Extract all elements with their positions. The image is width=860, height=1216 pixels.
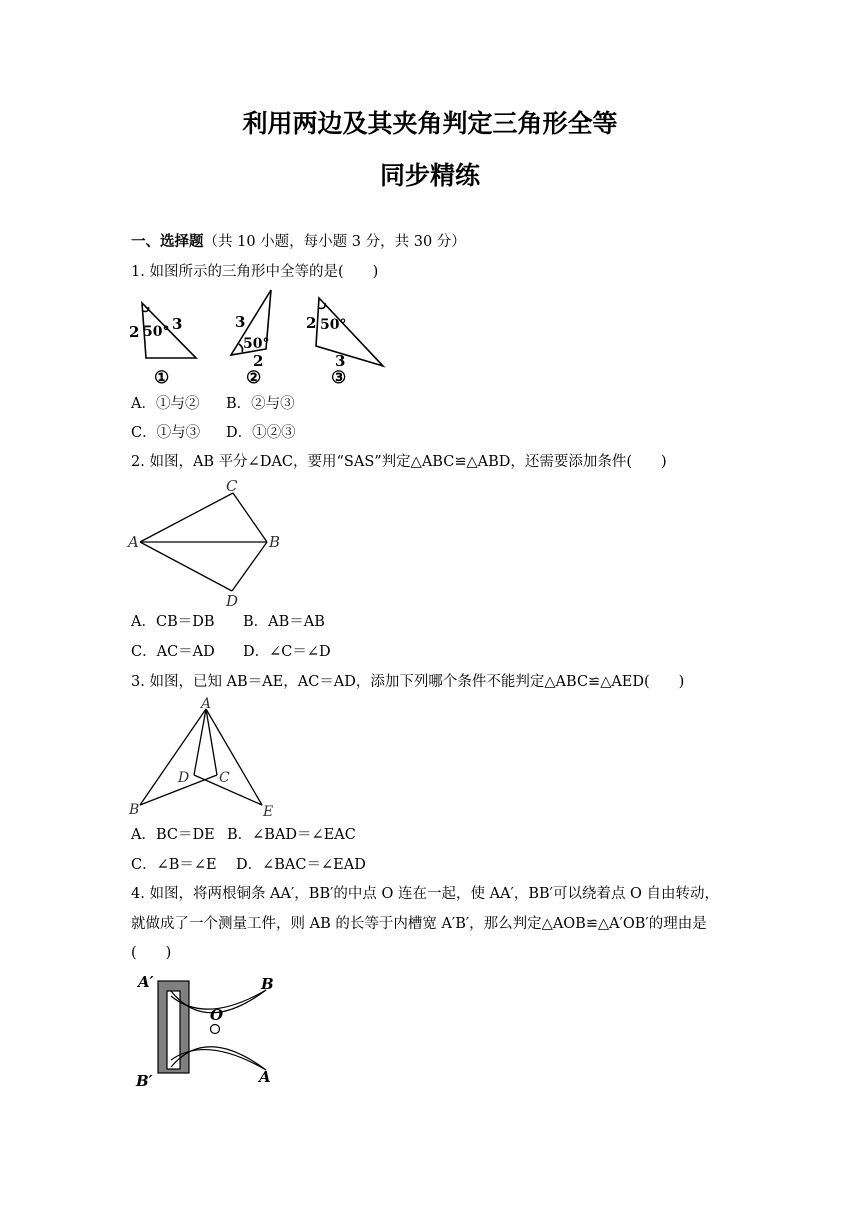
section-note: （共 10 小题，每小题 3 分，共 30 分） [203,234,466,250]
point-b-label: B [261,975,274,993]
triangle-3-side-a: 2 [306,314,317,332]
segment-cb [233,493,267,542]
question-3-option-a: A．BC＝DE [131,827,215,843]
question-4-stem-line-3: ( ) [131,945,172,961]
point-o-label: O [210,1006,224,1024]
pivot-o [211,1025,220,1034]
question-2-option-d: D．∠C＝∠D [243,644,331,660]
triangle-1-side-a: 2 [129,323,140,341]
triangle-3-angle: 50° [320,317,347,333]
triangle-2-label: ② [246,368,262,388]
groove-inner [167,991,180,1069]
question-1-figure [126,286,396,390]
point-e-label: E [263,804,274,820]
segment-ac [140,493,233,542]
question-2-figure [126,476,296,608]
point-a-label: A [128,533,139,551]
point-b-label: B [269,533,281,551]
question-2-option-a: A．CB＝DB [131,614,215,630]
question-3-option-d: D．∠BAC＝∠EAD [236,857,366,873]
question-3-option-b: B．∠BAD＝∠EAC [227,827,356,843]
triangle-2-angle: 50° [243,336,270,352]
segment-ad [140,542,232,591]
triangle-3-label: ③ [331,368,347,388]
triangle-1-label: ① [154,368,170,388]
triangle-2-side-a: 3 [235,313,246,331]
question-1-stem: 1. 如图所示的三角形中全等的是( ) [131,264,379,280]
question-3-stem: 3. 如图，已知 AB＝AE，AC＝AD，添加下列哪个条件不能判定△ABC≌△AED( ) [131,674,685,690]
point-a-label: A [259,1068,271,1086]
triangle-1-angle: 50° [143,324,170,340]
triangle-2-side-b: 2 [253,352,264,370]
segment-db [232,542,267,591]
question-4-stem-line-2: 就做成了一个测量工件，则 AB 的长等于内槽宽 A′B′，那么判定△AOB≌△A′OB′的理由是 [131,916,707,932]
question-1-option-b: B．②与③ [226,396,295,412]
question-4-stem-line-1: 4. 如图，将两根铜条 AA′，BB′的中点 O 连在一起，使 AA′，BB′可以绕着点 O 自由转动， [131,886,720,902]
point-d-label: D [226,592,239,610]
question-2-option-b: B．AB＝AB [243,614,325,630]
question-3-figure [126,697,286,821]
point-b-prime-label: B′ [136,1072,153,1090]
question-1-option-d: D．①②③ [226,425,296,441]
point-a-label: A [201,696,212,712]
question-3-option-c: C．∠B＝∠E [131,857,217,873]
kite-lines [140,493,267,591]
segment-ad [194,709,206,775]
triangle-1-side-b: 3 [172,315,183,333]
question-2-option-c: C．AC＝AD [131,644,215,660]
point-a-prime-label: A′ [138,973,154,991]
section-heading [131,232,466,252]
question-4-figure [126,970,286,1095]
page-title: 利用两边及其夹角判定三角形全等 [242,109,618,138]
point-c-label: C [219,770,230,786]
point-c-label: C [226,477,238,495]
figure-3-lines [140,709,262,805]
point-b-label: B [129,802,140,818]
question-1-option-c: C．①与③ [131,425,201,441]
question-2-stem: 2. 如图，AB 平分∠DAC，要用“SAS”判定△ABC≌△ABD，还需要添加条件( ) [131,454,667,470]
section-title: 一、选择题 [131,233,204,250]
segment-ab [140,709,206,805]
triangle-3-side-b: 3 [335,352,346,370]
point-d-label: D [178,770,190,786]
question-1-option-a: A．①与② [131,396,200,412]
page-subtitle: 同步精练 [379,161,480,190]
